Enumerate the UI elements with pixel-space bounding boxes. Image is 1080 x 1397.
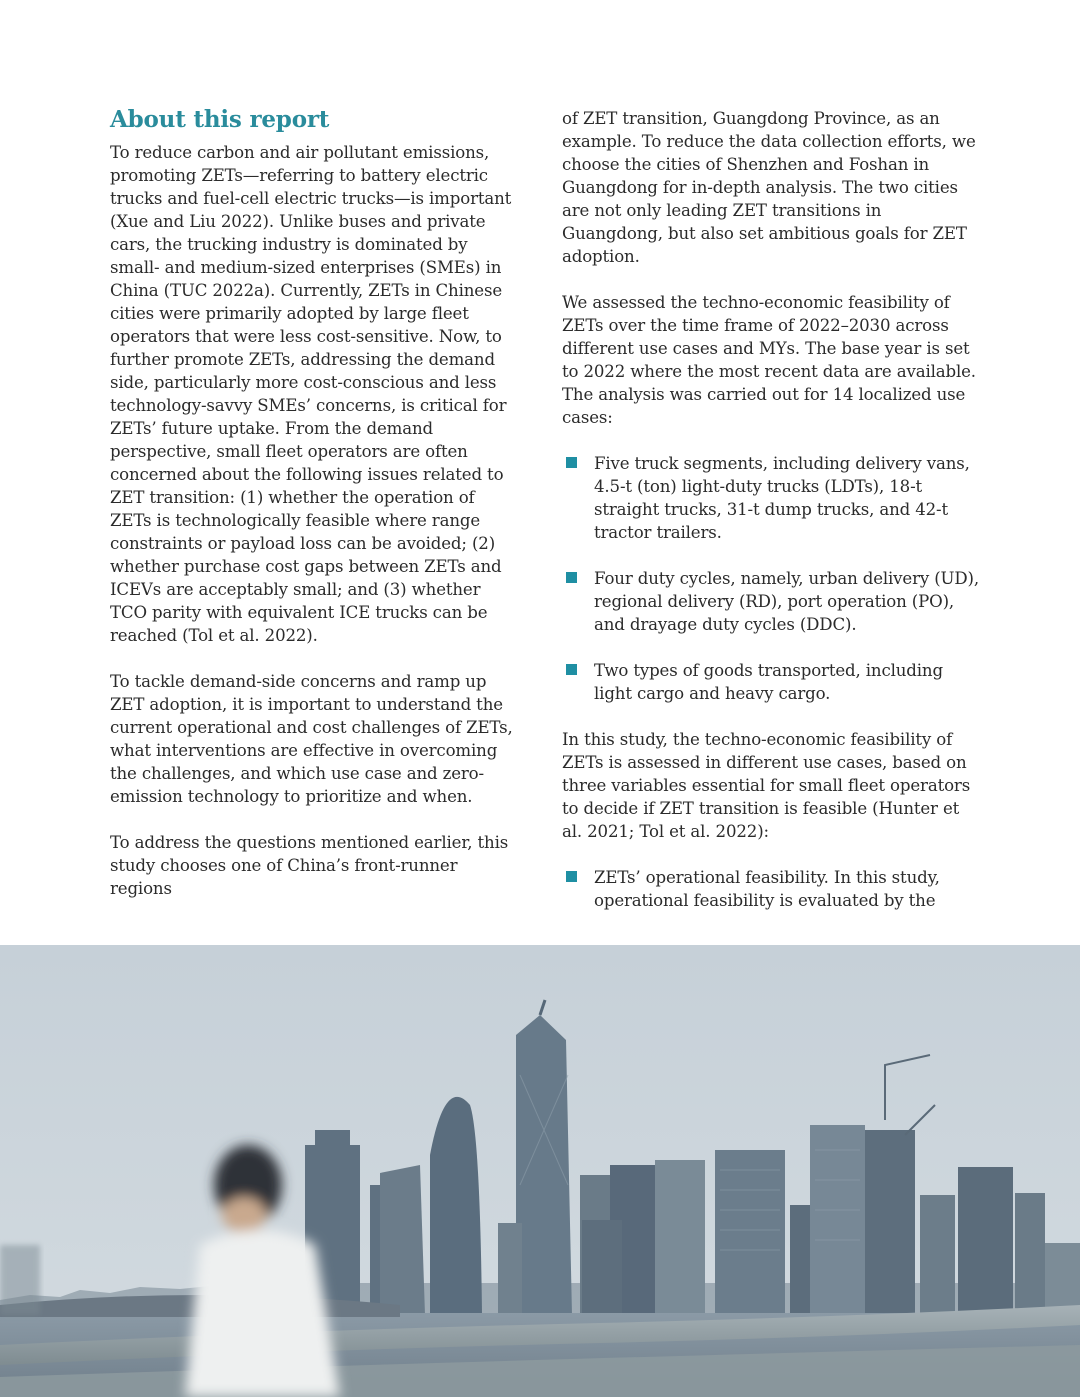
paragraph-variables: In this study, the techno-economic feasibility of ZETs is assessed in different use cases, based on three variables essential for small fleet operators to decide if ZET transition is feasible (Hunter et al. 2021; Tol et al. 2022): xyxy=(562,730,971,841)
paragraph-assessment: We assessed the techno-economic feasibility of ZETs over the time frame of 2022–2030 across different use cases and MYs. The base year is set to 2022 where the most recent data are available. The analysis was carried out for 14 localized use cases: xyxy=(562,293,976,427)
left-column xyxy=(110,105,520,923)
square-bullet-icon xyxy=(566,457,577,468)
use-case-list xyxy=(562,452,980,705)
skyline-photo xyxy=(0,945,1080,1397)
list-item-text: Two types of goods transported, including light cargo and heavy cargo. xyxy=(594,661,943,703)
list-item-text: Five truck segments, including delivery vans, 4.5-t (ton) light-duty trucks (LDTs), 18-t straight trucks, 31-t dump trucks, and 42-t tractor trailers. xyxy=(594,454,970,542)
list-item-text: Four duty cycles, namely, urban delivery (UD), regional delivery (RD), port operation (PO), and drayage duty cycles (DDC). xyxy=(594,569,979,634)
square-bullet-icon xyxy=(566,572,577,583)
list-item xyxy=(562,866,980,912)
square-bullet-icon xyxy=(566,664,577,675)
list-item xyxy=(562,452,980,544)
variables-list xyxy=(562,866,980,912)
section-heading: About this report xyxy=(110,106,330,133)
paragraph-questions: To address the questions mentioned earlier, this study chooses one of China’s front-runner regions xyxy=(110,833,509,898)
paragraph-demand-side: To tackle demand-side concerns and ramp up ZET adoption, it is important to understand the current operational and cost challenges of ZETs, what interventions are effective in overcoming the challenges, and which use case and zero-emission technology to prioritize and when. xyxy=(110,672,513,806)
list-item xyxy=(562,567,980,636)
square-bullet-icon xyxy=(566,871,577,882)
list-item xyxy=(562,659,980,705)
paragraph-guangdong: of ZET transition, Guangdong Province, as an example. To reduce the data collection efforts, we choose the cities of Shenzhen and Foshan in Guangdong for in-depth analysis. The two cities are not only leading ZET transitions in Guangdong, but also set ambitious goals for ZET adoption. xyxy=(562,109,976,266)
skyline-illustration xyxy=(0,945,1080,1397)
right-column xyxy=(562,107,980,935)
paragraph-intro: To reduce carbon and air pollutant emissions, promoting ZETs—referring to battery electric trucks and fuel-cell electric trucks—is important (Xue and Liu 2022). Unlike buses and private cars, the trucking industry is dominated by small- and medium-sized enterprises (SMEs) in China (TUC 2022a). Currently, ZETs in Chinese cities were primarily adopted by large fleet operators that were less cost-sensitive. Now, to further promote ZETs, addressing the demand side, particularly more cost-conscious and less technology-savvy SMEs’ concerns, is critical for ZETs’ future uptake. From the demand perspective, small fleet operators are often concerned about the following issues related to ZET transition: (1) whether the operation of ZETs is technologically feasible where range constraints or payload loss can be avoided; (2) whether purchase cost gaps between ZETs and ICEVs are acceptably small; and (3) whether TCO parity with equivalent ICE trucks can be reached (Tol et al. 2022). xyxy=(110,143,512,645)
list-item-text: ZETs’ operational feasibility. In this study, operational feasibility is evaluated by the xyxy=(594,868,940,910)
